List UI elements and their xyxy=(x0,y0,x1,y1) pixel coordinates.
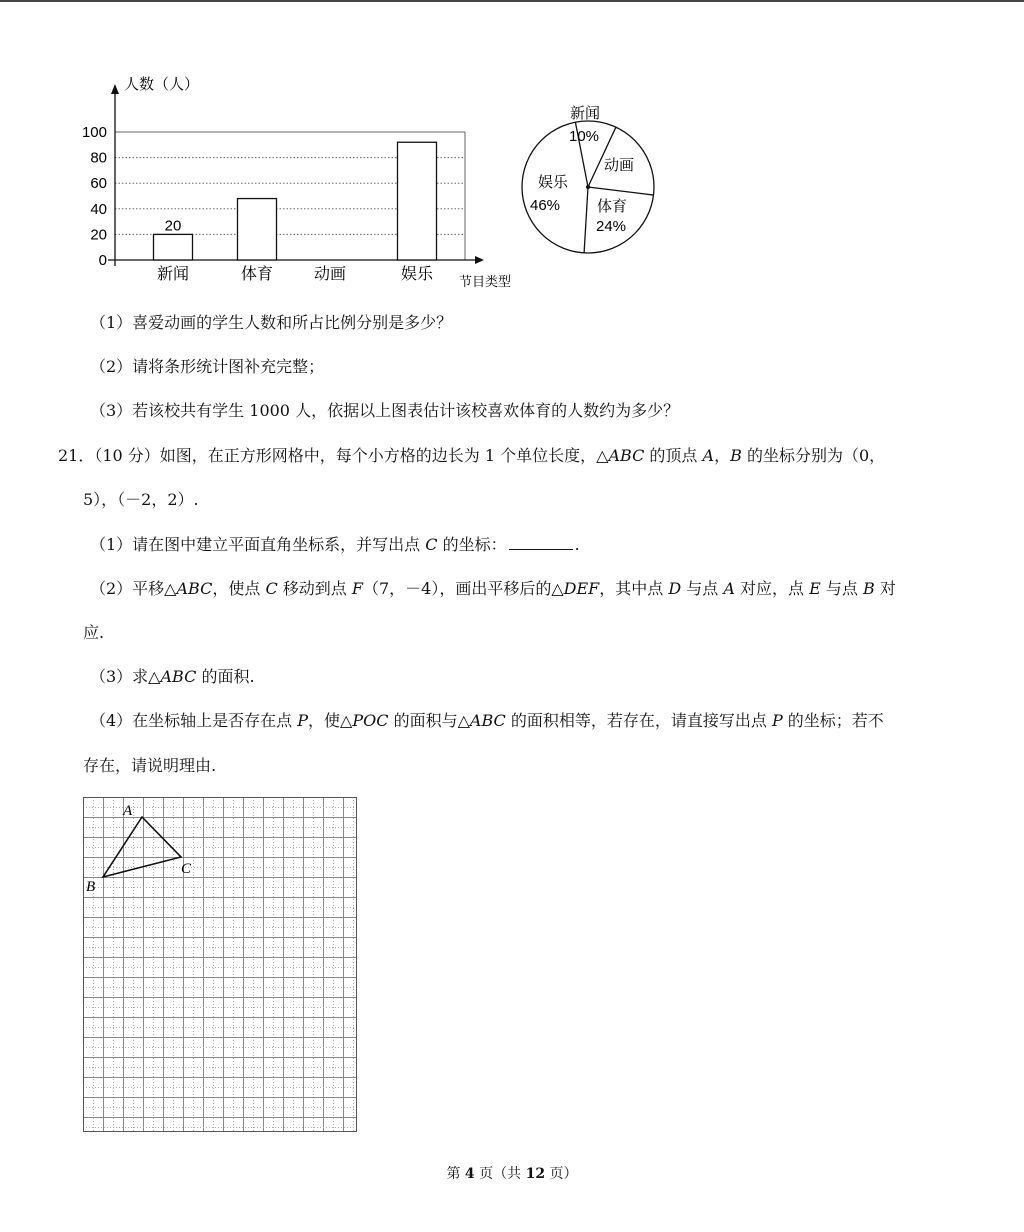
text: 的坐标分别为（0， xyxy=(741,446,886,465)
text: 对应，点 xyxy=(734,579,810,598)
page-number: 4 xyxy=(464,1166,475,1182)
answer-blank[interactable] xyxy=(509,535,573,550)
text: 21．（10 分）如图，在正方形网格中，每个小方格的边长为 1 个单位长度，△ xyxy=(58,446,609,465)
text: ， xyxy=(714,446,731,465)
pie-label-sports: 体育 xyxy=(597,198,628,215)
text: （7，－4），画出平移后的△ xyxy=(363,579,564,598)
y-tick-label: 60 xyxy=(90,175,107,193)
bars xyxy=(154,142,437,260)
text: 的面积. xyxy=(196,667,255,686)
x-tick-label: 体育 xyxy=(240,266,274,283)
text: 的顶点 xyxy=(644,446,703,465)
vertex-label-b: B xyxy=(86,879,96,895)
q20-part3: （3）若该校共有学生 1000 人，依据以上图表估计该校喜欢体育的人数约为多少？ xyxy=(90,401,680,420)
y-tick-label: 80 xyxy=(90,149,107,167)
bar xyxy=(154,234,193,260)
y-tick-labels xyxy=(82,124,107,269)
q21-part2-line2: 应. xyxy=(83,623,105,642)
x-tick-label: 动画 xyxy=(313,266,347,283)
point-name: B xyxy=(863,579,875,598)
x-axis-arrow xyxy=(475,256,484,264)
q21-part2 xyxy=(90,579,896,599)
x-tick-label: 娱乐 xyxy=(400,266,434,283)
text: （4）在坐标轴上是否存在点 xyxy=(90,711,298,730)
point-name: E xyxy=(809,579,821,598)
y-tick-label: 40 xyxy=(90,200,107,218)
triangle-name: ABC xyxy=(469,711,506,730)
text: ，其中点 xyxy=(599,579,669,598)
q21-stem-line2: 5），（－2，2）. xyxy=(83,490,199,509)
text: 的坐标；若不 xyxy=(782,711,884,730)
triangle-name: ABC xyxy=(608,446,645,465)
x-tick-label: 新闻 xyxy=(156,266,190,283)
bar-data-label: 20 xyxy=(164,217,182,235)
vertex-label-c: C xyxy=(181,861,192,877)
pie-value-sports: 24% xyxy=(596,218,627,235)
page-top-border xyxy=(0,0,1024,2)
bar-data-labels xyxy=(165,217,182,234)
text: 的面积与△ xyxy=(388,711,470,730)
text: 的坐标： xyxy=(437,535,507,554)
pie-label-entertainment: 娱乐 xyxy=(538,174,569,191)
point-name: P xyxy=(297,711,309,730)
point-name: F xyxy=(351,579,363,598)
text: 第 xyxy=(446,1166,465,1182)
text: （1）请在图中建立平面直角坐标系，并写出点 xyxy=(90,535,426,554)
pie-label-animation: 动画 xyxy=(604,157,635,174)
grid-lines xyxy=(83,797,357,1132)
text: 的面积相等，若存在，请直接写出点 xyxy=(505,711,772,730)
triangle-name: POC xyxy=(352,711,389,730)
text: 对 xyxy=(874,579,896,598)
pie-chart xyxy=(522,105,654,253)
q21-part3 xyxy=(90,667,255,687)
pie-value-news: 10% xyxy=(569,128,600,145)
q21-part1 xyxy=(90,535,580,555)
statistics-charts xyxy=(70,70,670,295)
x-axis-title: 节目类型 xyxy=(459,274,512,289)
vertex-label-a: A xyxy=(123,803,133,819)
square-grid-figure xyxy=(83,797,358,1133)
text: （3）求△ xyxy=(90,667,161,686)
x-tick-labels xyxy=(157,265,434,283)
bar xyxy=(398,142,437,260)
q20-part2: （2）请将条形统计图补充完整； xyxy=(90,357,325,376)
text: 与点 xyxy=(681,579,724,598)
point-name: C xyxy=(425,535,438,554)
text: ，使△ xyxy=(308,711,353,730)
page-footer xyxy=(0,1163,1024,1183)
triangle-abc xyxy=(103,817,181,877)
text: . xyxy=(574,535,580,554)
text: 页） xyxy=(545,1166,578,1182)
q21-stem xyxy=(58,446,885,466)
q21-part4 xyxy=(90,711,884,731)
triangle-name: DEF xyxy=(563,579,600,598)
q21-part4-line2: 存在，请说明理由. xyxy=(83,756,217,775)
pie-center xyxy=(586,185,590,189)
q20-part1: （1）喜爱动画的学生人数和所占比例分别是多少？ xyxy=(90,313,453,332)
text: 与点 xyxy=(820,579,864,598)
point-name: A xyxy=(723,579,735,598)
y-axis-arrow xyxy=(111,84,119,94)
y-tick-label: 20 xyxy=(90,226,107,244)
point-name: D xyxy=(668,579,682,598)
pie-slice-boundary xyxy=(584,187,588,253)
triangle-name: ABC xyxy=(160,667,197,686)
total-pages: 12 xyxy=(525,1166,546,1182)
point-name: B xyxy=(730,446,742,465)
y-tick-label: 100 xyxy=(81,124,107,141)
bar xyxy=(238,199,277,260)
triangle-name: ABC xyxy=(176,579,213,598)
text: （2）平移△ xyxy=(90,579,177,598)
point-name: C xyxy=(265,579,278,598)
pie-slice-boundary xyxy=(588,187,654,195)
grid-border xyxy=(84,798,357,1132)
y-tick-label: 0 xyxy=(98,252,107,269)
pie-label-news: 新闻 xyxy=(570,105,601,122)
point-name: P xyxy=(771,711,783,730)
text: 页（共 xyxy=(474,1166,526,1182)
bar-chart xyxy=(82,76,511,289)
point-name: A xyxy=(702,446,715,465)
text: ，使点 xyxy=(212,579,266,598)
text: 移动到点 xyxy=(277,579,352,598)
pie-value-entertainment: 46% xyxy=(530,197,561,214)
y-axis-title: 人数（人） xyxy=(124,76,200,93)
